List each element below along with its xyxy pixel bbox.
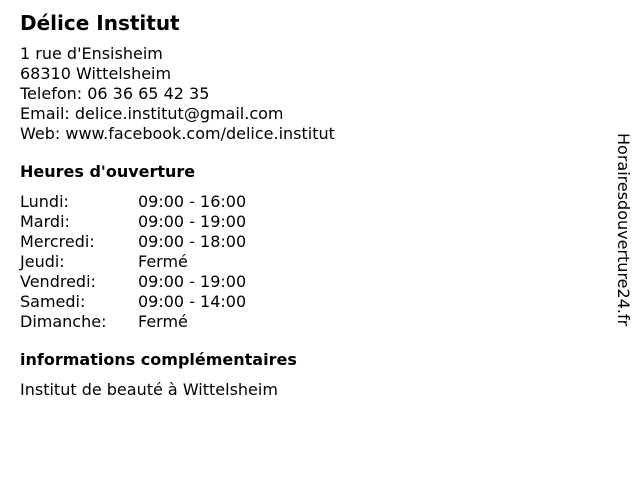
web-line: Web: www.facebook.com/delice.institut — [20, 124, 335, 143]
time-value: 09:00 - 16:00 — [138, 192, 247, 211]
email-line: Email: delice.institut@gmail.com — [20, 104, 284, 123]
business-name: Délice Institut — [20, 11, 180, 35]
opening-hours-title: Heures d'ouverture — [20, 162, 196, 181]
hours-row-saturday — [20, 292, 580, 312]
hours-row-thursday — [20, 252, 580, 272]
day-label: Dimanche: — [20, 312, 107, 331]
opening-hours-list — [20, 192, 580, 332]
day-label: Mardi: — [20, 212, 70, 231]
additional-info-text: Institut de beauté à Wittelsheim — [20, 380, 278, 399]
phone-line: Telefon: 06 36 65 42 35 — [20, 84, 210, 103]
day-label: Mercredi: — [20, 232, 95, 251]
time-value: 09:00 - 19:00 — [138, 272, 247, 291]
hours-row-sunday — [20, 312, 580, 332]
time-value: 09:00 - 14:00 — [138, 292, 247, 311]
time-value: Fermé — [138, 312, 188, 331]
day-label: Vendredi: — [20, 272, 96, 291]
hours-row-tuesday — [20, 212, 580, 232]
business-card — [20, 10, 580, 400]
day-label: Jeudi: — [20, 252, 65, 271]
brand-watermark-text: Horairesdouverture24.fr — [614, 133, 633, 327]
time-value: 09:00 - 18:00 — [138, 232, 247, 251]
additional-info-title: informations complémentaires — [20, 350, 297, 369]
day-label: Lundi: — [20, 192, 69, 211]
day-label: Samedi: — [20, 292, 86, 311]
hours-row-wednesday — [20, 232, 580, 252]
address-line-2: 68310 Wittelsheim — [20, 64, 172, 83]
hours-row-friday — [20, 272, 580, 292]
time-value: 09:00 - 19:00 — [138, 212, 247, 231]
time-value: Fermé — [138, 252, 188, 271]
address-line-1: 1 rue d'Ensisheim — [20, 44, 163, 63]
hours-row-monday — [20, 192, 580, 212]
